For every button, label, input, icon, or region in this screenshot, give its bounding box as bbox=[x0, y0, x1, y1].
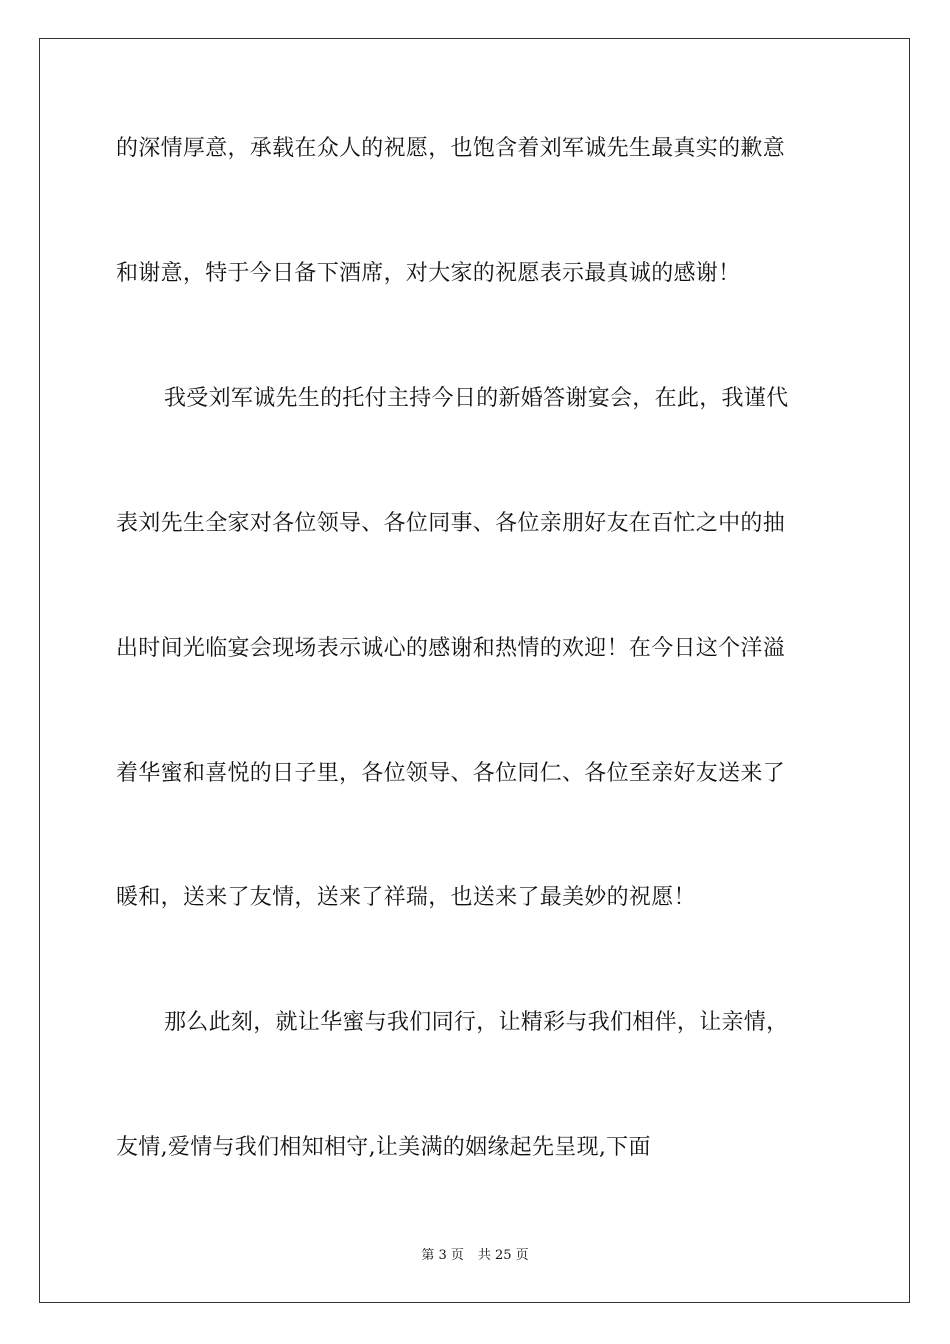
body-line-2: 和谢意，特于今日备下酒席，对大家的祝愿表示最真诚的感谢！ bbox=[116, 261, 741, 286]
page-number: 第 3 页 bbox=[421, 1248, 464, 1263]
page-border bbox=[39, 38, 910, 1303]
body-line-1: 的深情厚意，承载在众人的祝愿，也饱含着刘军诚先生最真实的歉意 bbox=[116, 136, 786, 161]
page-footer bbox=[0, 1247, 950, 1265]
body-line-5: 出时间光临宴会现场表示诚心的感谢和热情的欢迎！在今日这个洋溢 bbox=[116, 636, 786, 661]
body-line-8: 那么此刻，就让华蜜与我们同行，让精彩与我们相伴，让亲情， bbox=[164, 1010, 789, 1035]
body-line-6: 着华蜜和喜悦的日子里，各位领导、各位同仁、各位至亲好友送来了 bbox=[116, 761, 786, 786]
total-pages: 共 25 页 bbox=[477, 1248, 529, 1263]
body-line-9: 友情,爱情与我们相知相守,让美满的姻缘起先呈现,下面 bbox=[116, 1135, 651, 1160]
body-line-4: 表刘先生全家对各位领导、各位同事、各位亲朋好友在百忙之中的抽 bbox=[116, 511, 786, 536]
body-line-7: 暖和，送来了友情，送来了祥瑞，也送来了最美妙的祝愿！ bbox=[116, 885, 696, 910]
body-line-3: 我受刘军诚先生的托付主持今日的新婚答谢宴会，在此，我谨代 bbox=[164, 386, 789, 411]
